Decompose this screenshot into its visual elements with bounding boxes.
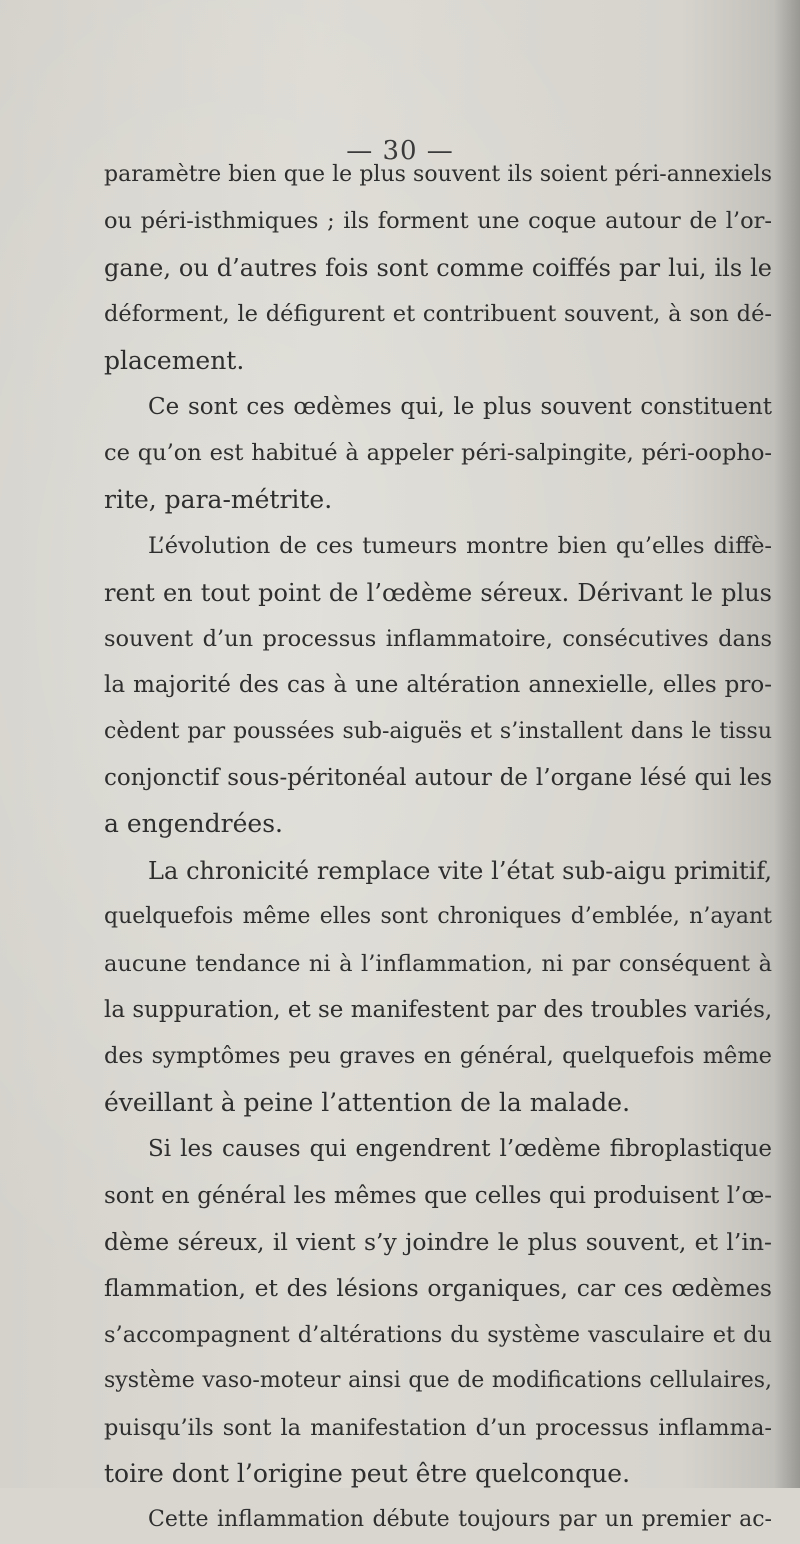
page-edge-shadow [774, 0, 800, 1488]
paragraph-start-line: Si les causes qui engendrent l’œdème fibroplastique [148, 1136, 772, 1163]
text-line: rite, para-métrite. [104, 484, 333, 514]
text-line: s’accompagnent d’altérations du système vasculaire et du [104, 1321, 772, 1348]
text-line: la suppuration, et se manifestent par des troubles variés, [104, 997, 772, 1024]
text-line: la majorité des cas à une altération annexielle, elles pro- [104, 672, 772, 699]
body-text [104, 152, 772, 1544]
text-line: paramètre bien que le plus souvent ils soient péri-annexiels [104, 162, 772, 187]
text-line: conjonctif sous-péritonéal autour de l’organe lésé qui les [104, 765, 772, 792]
text-line: placement. [104, 345, 245, 375]
text-line: gane, ou d’autres fois sont comme coiffés par lui, ils le [104, 253, 772, 282]
text-line: dème séreux, il vient s’y joindre le plus souvent, et l’in- [104, 1227, 772, 1256]
text-line: cèdent par poussées sub-aiguës et s’installent dans le tissu [104, 718, 772, 744]
text-line: aucune tendance ni à l’inflammation, ni par conséquent à [104, 950, 772, 977]
paragraph-start-line: Ce sont ces œdèmes qui, le plus souvent constituent [148, 393, 772, 420]
text-line: ce qu’on est habitué à appeler péri-salpingite, péri-oopho- [104, 440, 772, 467]
text-line: sont en général les mêmes que celles qui produisent l’œ- [104, 1182, 772, 1209]
paragraph-start-line: La chronicité remplace vite l’état sub-aigu primitif, [148, 856, 772, 885]
text-line: souvent d’un processus inflammatoire, consécutives dans [104, 625, 772, 652]
text-line: rent en tout point de l’œdème séreux. Dérivant le plus [104, 578, 772, 607]
text-line: système vaso-moteur ainsi que de modifications cellulaires, [104, 1368, 772, 1394]
text-line: des symptômes peu graves en général, quelquefois même [104, 1043, 772, 1070]
text-line: quelquefois même elles sont chroniques d’emblée, n’ayant [104, 904, 772, 930]
paragraph-start-line: L’évolution de ces tumeurs montre bien qu’elles diffè- [148, 533, 772, 560]
text-line: flammation, et des lésions organiques, car ces œdèmes [104, 1274, 772, 1303]
page-number: — 30 — [346, 136, 454, 166]
text-line: déforment, le défigurent et contribuent souvent, à son dé- [104, 301, 772, 328]
text-line: ou péri-isthmiques ; ils forment une coque autour de l’or- [104, 208, 772, 235]
text-line: a engendrées. [104, 809, 283, 839]
text-line: éveillant à peine l’attention de la malade. [104, 1087, 631, 1117]
text-line: puisqu’ils sont la manifestation d’un processus inflamma- [104, 1414, 772, 1441]
paragraph-start-line: Cette inflammation débute toujours par un premier ac- [148, 1507, 772, 1533]
text-line: toire dont l’origine peut être quelconque. [104, 1458, 631, 1488]
